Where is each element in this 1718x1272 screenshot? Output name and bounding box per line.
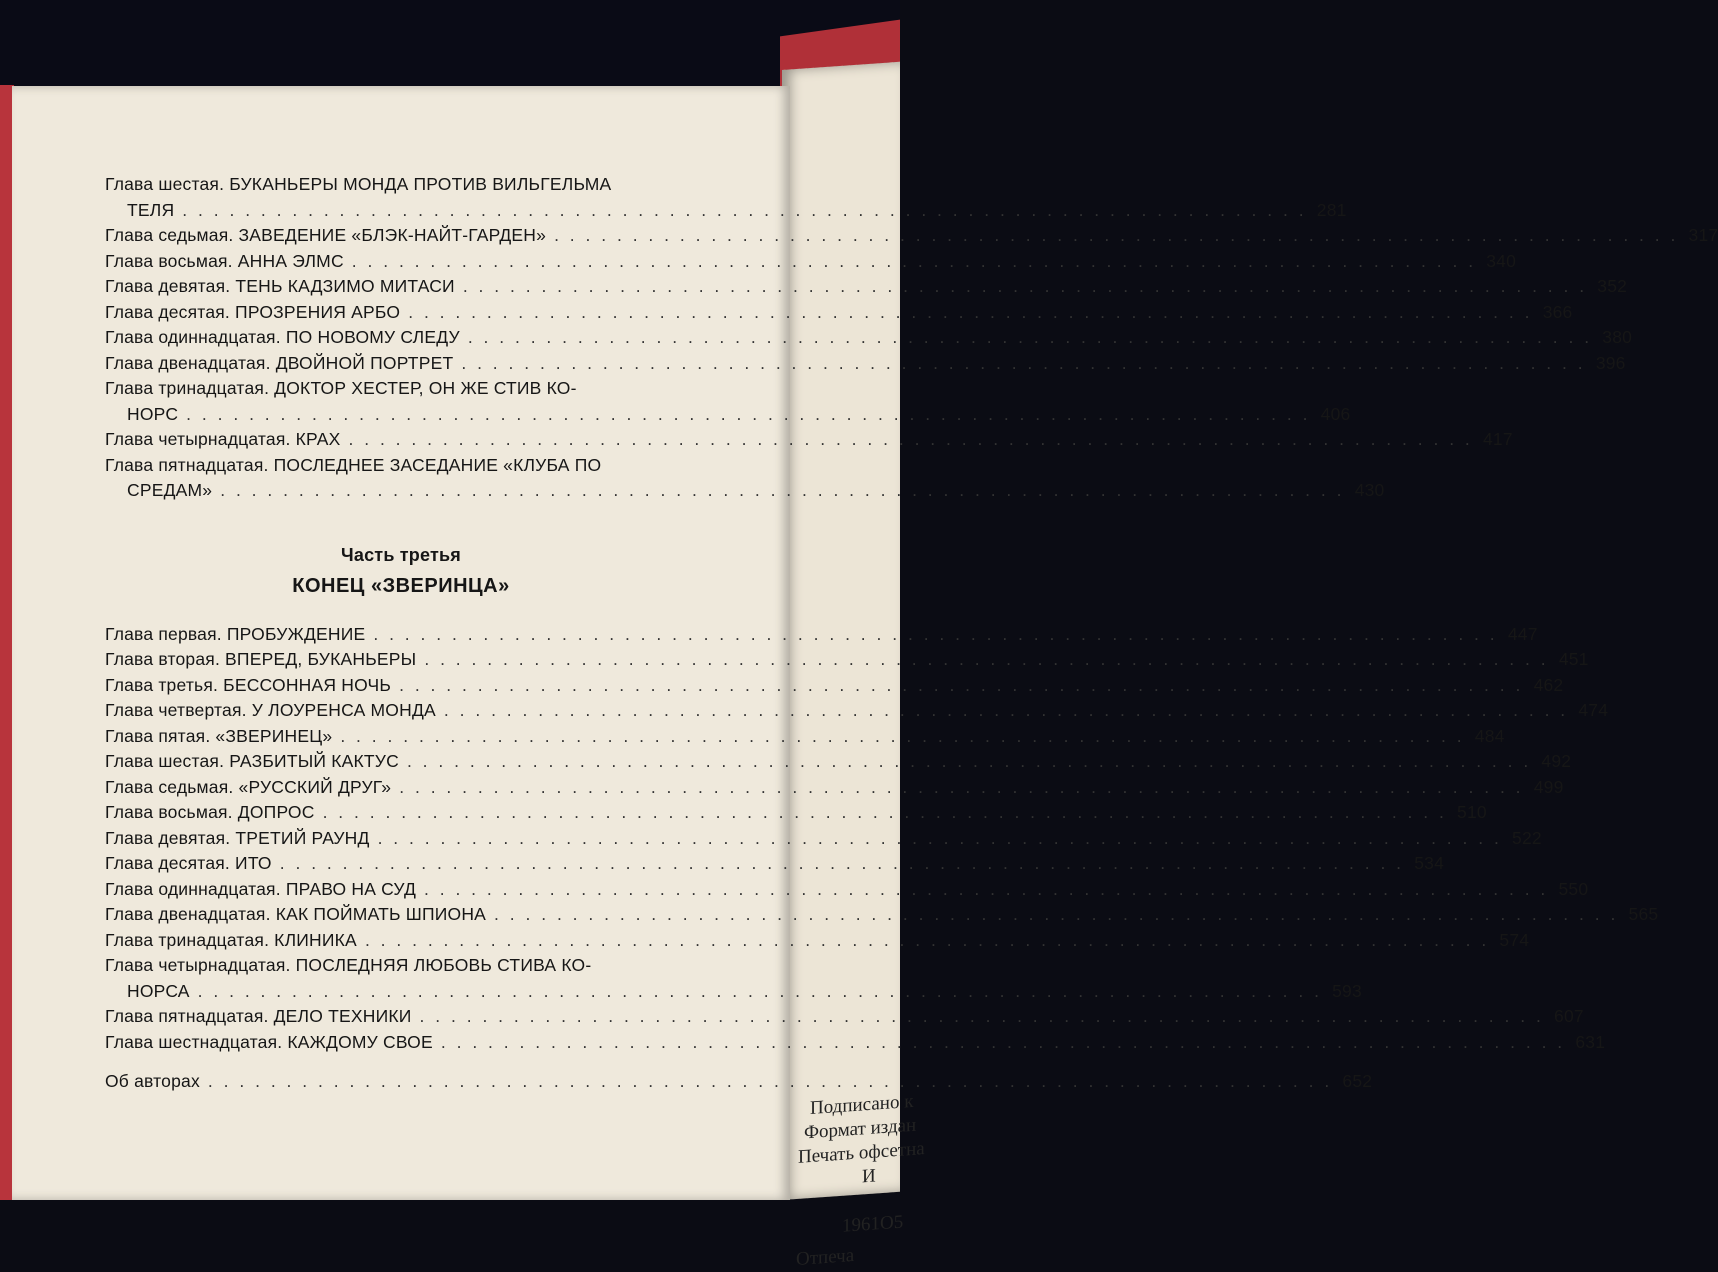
toc-entry-page: 631 xyxy=(1575,1031,1606,1052)
toc-entry-page: 550 xyxy=(1558,878,1589,899)
toc-entry-page: 522 xyxy=(1512,827,1542,848)
right-page-line: Формат издан xyxy=(804,1114,917,1144)
toc-entry[interactable] xyxy=(105,851,1445,877)
toc-entry-label: Глава десятая. ПРОЗРЕНИЯ АРБО xyxy=(105,301,401,322)
toc-entry[interactable] xyxy=(105,724,1505,750)
toc-entry-page: 492 xyxy=(1541,751,1572,771)
part-title: КОНЕЦ «ЗВЕРИНЦА» xyxy=(292,574,510,597)
toc-entry-page: 417 xyxy=(1482,429,1513,449)
toc-entry-page: 534 xyxy=(1414,853,1445,873)
toc-entry-page: 447 xyxy=(1507,623,1538,644)
toc-entry[interactable] xyxy=(105,673,1564,699)
toc-entry-page: 396 xyxy=(1595,352,1626,373)
toc-entry-page: 499 xyxy=(1533,776,1564,797)
toc-entry[interactable] xyxy=(105,749,1572,775)
toc-entry-label: Глава вторая. ВПЕРЕД, БУКАНЬЕРЫ xyxy=(105,649,417,669)
toc-entry[interactable] xyxy=(105,902,1659,928)
toc-entry[interactable] xyxy=(105,1004,1584,1030)
toc-list-bottom xyxy=(105,622,1659,1056)
toc-entry[interactable] xyxy=(105,953,1362,1004)
background-top xyxy=(0,0,900,90)
toc-entry-about-authors[interactable] xyxy=(105,1069,1373,1095)
toc-entry-label: Глава одиннадцатая. ПО НОВОМУ СЛЕДУ xyxy=(105,327,460,347)
toc-entry-page: 340 xyxy=(1486,250,1517,271)
toc-entry-page: 462 xyxy=(1533,674,1564,695)
toc-entry[interactable] xyxy=(105,775,1564,801)
toc-entry[interactable] xyxy=(105,453,1385,504)
toc-entry-page: 430 xyxy=(1354,480,1385,500)
toc-entry-label: Глава девятая. ТЕНЬ КАДЗИМО МИТАСИ xyxy=(105,276,455,296)
toc-entry-label: Глава тринадцатая. КЛИНИКА xyxy=(105,929,357,950)
toc-entry[interactable] xyxy=(105,826,1542,852)
toc-entry[interactable] xyxy=(105,698,1609,724)
toc-entry-page: 652 xyxy=(1342,1071,1373,1091)
toc-entry-label: Глава шестая. РАЗБИТЫЙ КАКТУС xyxy=(105,751,399,771)
toc-entry-page: 352 xyxy=(1597,276,1628,296)
toc-entry-label: Глава девятая. ТРЕТИЙ РАУНД xyxy=(105,827,370,848)
toc-entry-page: 451 xyxy=(1558,649,1589,669)
toc-entry-label: Глава пятнадцатая. ДЕЛО ТЕХНИКИ xyxy=(105,1006,412,1026)
toc-entry[interactable] xyxy=(105,928,1530,954)
toc-entry-page: 510 xyxy=(1457,802,1487,822)
toc-entry-page: 406 xyxy=(1320,403,1351,424)
toc-entry[interactable] xyxy=(105,800,1487,826)
toc-entry-page: 593 xyxy=(1332,980,1362,1001)
toc-entry-label: Глава одиннадцатая. ПРАВО НА СУД xyxy=(105,878,416,899)
toc-entry-label: Глава седьмая. «РУССКИЙ ДРУГ» xyxy=(105,776,392,797)
toc-entry-page: 317 xyxy=(1688,225,1718,245)
toc-entry[interactable] xyxy=(105,274,1628,300)
part-heading xyxy=(105,540,697,602)
toc-entry[interactable] xyxy=(105,223,1718,249)
toc-entry-label: Глава шестая. БУКАНЬЕРЫ МОНДА ПРОТИВ ВИЛЬГЕЛЬМА xyxy=(105,174,612,194)
toc-entry-label-continuation: НОРСА xyxy=(127,980,190,1001)
right-page-line: Отпеча xyxy=(796,1244,855,1271)
toc-entry[interactable] xyxy=(105,249,1517,275)
toc-entry-label: Глава пятая. «ЗВЕРИНЕЦ» xyxy=(105,725,333,746)
table-of-contents xyxy=(105,172,1718,1095)
toc-entry-label: Глава четырнадцатая. КРАХ xyxy=(105,429,341,449)
toc-entry-label: Глава седьмая. ЗАВЕДЕНИЕ «БЛЭК-НАЙТ-ГАРДЕН» xyxy=(105,225,547,245)
toc-entry-page: 484 xyxy=(1474,725,1505,746)
toc-list-top xyxy=(105,172,1718,504)
toc-entry-page: 366 xyxy=(1542,301,1573,322)
toc-entry-page: 565 xyxy=(1628,904,1659,924)
toc-entry-label: Глава четвертая. У ЛОУРЕНСА МОНДА xyxy=(105,700,436,720)
toc-entry-label: Глава восьмая. АННА ЭЛМС xyxy=(105,250,344,271)
toc-entry[interactable] xyxy=(105,172,1347,223)
toc-entry-label: Глава третья. БЕССОННАЯ НОЧЬ xyxy=(105,674,392,695)
toc-entry-label: Глава восьмая. ДОПРОС xyxy=(105,802,315,822)
toc-entry[interactable] xyxy=(105,427,1513,453)
toc-entry-label: Глава десятая. ИТО xyxy=(105,853,272,873)
toc-entry[interactable] xyxy=(105,647,1589,673)
toc-entry[interactable] xyxy=(105,300,1573,326)
right-page-line: И xyxy=(862,1165,876,1188)
toc-entry-label: Глава двенадцатая. КАК ПОЙМАТЬ ШПИОНА xyxy=(105,904,487,924)
toc-entry-page: 574 xyxy=(1499,929,1530,950)
toc-entry[interactable] xyxy=(105,877,1589,903)
toc-entry[interactable] xyxy=(105,351,1626,377)
right-page-line: Печать офсетна xyxy=(798,1138,925,1168)
toc-entry-page: 607 xyxy=(1554,1006,1584,1026)
toc-entry[interactable] xyxy=(105,622,1538,648)
toc-entry-label: Об авторах xyxy=(105,1071,200,1091)
toc-entry-label: Глава тринадцатая. ДОКТОР ХЕСТЕР, ОН ЖЕ СТИВ КО- xyxy=(105,378,577,398)
toc-entry-label: Глава первая. ПРОБУЖДЕНИЕ xyxy=(105,623,366,644)
toc-entry[interactable] xyxy=(105,325,1633,351)
toc-entry[interactable] xyxy=(105,1030,1606,1056)
toc-entry-label: Глава двенадцатая. ДВОЙНОЙ ПОРТРЕТ xyxy=(105,352,454,373)
toc-entry-label-continuation: НОРС xyxy=(127,403,179,424)
toc-entry[interactable] xyxy=(105,376,1351,427)
toc-entry-page: 380 xyxy=(1602,327,1633,347)
toc-entry-page: 281 xyxy=(1316,199,1347,220)
right-page-line: 1961О5 xyxy=(842,1211,904,1237)
toc-entry-label-continuation: СРЕДАМ» xyxy=(127,480,213,500)
right-page-line: Подписано к xyxy=(810,1090,914,1120)
toc-entry-label-continuation: ТЕЛЯ xyxy=(127,199,175,220)
toc-entry-label: Глава четырнадцатая. ПОСЛЕДНЯЯ ЛЮБОВЬ СТИВА КО- xyxy=(105,955,592,975)
toc-entry-label: Глава пятнадцатая. ПОСЛЕДНЕЕ ЗАСЕДАНИЕ «КЛУБА ПО xyxy=(105,454,602,475)
toc-entry-page: 474 xyxy=(1578,700,1609,720)
part-number: Часть третья xyxy=(341,544,461,565)
toc-entry-label: Глава шестнадцатая. КАЖДОМУ СВОЕ xyxy=(105,1031,433,1052)
